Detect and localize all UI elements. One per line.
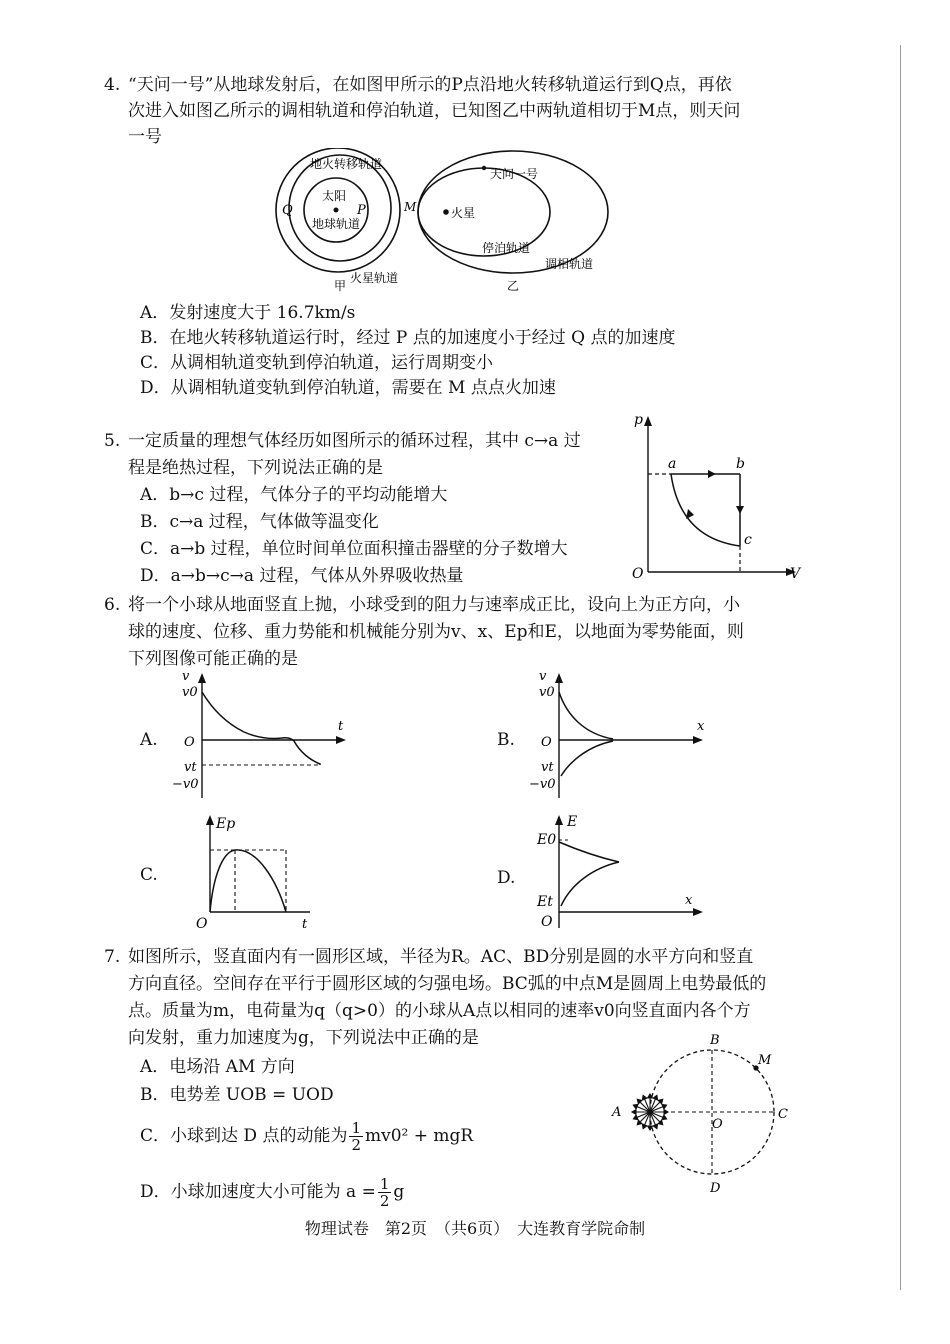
arrow-c-to-a	[686, 509, 694, 519]
graph-b-vt-label: vt	[541, 760, 554, 775]
graph-d-et-label: Et	[537, 894, 553, 910]
q6-stem-line-1: 将一个小球从地面竖直上抛，小球受到的阻力与速率成正比，设向上为正方向，小	[128, 595, 740, 615]
state-b-label: b	[736, 456, 745, 472]
launch-arrow-head	[648, 1126, 653, 1130]
q5-pv-diagram	[630, 412, 810, 582]
p-axis-label: p	[634, 412, 643, 428]
q5-stem-line-2: 程是绝热过程，下列说法正确的是	[128, 458, 383, 478]
q7-option-a: A．电场沿 AM 方向	[140, 1057, 295, 1077]
q7-circle-diagram	[608, 1030, 808, 1200]
graph-a-option-label: A.	[140, 730, 158, 750]
graph-a-v-t	[170, 668, 360, 803]
graph-a-vt-label: vt	[184, 760, 197, 775]
launch-arrow-head	[642, 1124, 647, 1129]
graph-d-y-label: E	[567, 814, 578, 830]
q7-number: 7.	[104, 947, 121, 967]
graph-d-upward-curve	[559, 842, 619, 862]
frac-denominator: 2	[379, 1192, 390, 1210]
parking-orbit-label: 停泊轨道	[482, 241, 531, 255]
transfer-orbit-label: 地火转移轨道	[310, 157, 383, 171]
q7-option-c-prefix: C．小球到达 D 点的动能为	[140, 1126, 348, 1146]
mars-dot	[443, 209, 449, 215]
q7-option-b: B．电势差 UOB = UOD	[140, 1085, 334, 1105]
graph-b-x-label: x	[697, 719, 705, 734]
graph-a-x-label: t	[338, 719, 344, 734]
v-axis-label: V	[790, 566, 801, 582]
graph-c-origin-label: O	[196, 916, 208, 932]
graph-b-option-label: B.	[497, 730, 515, 750]
graph-d-option-label: D.	[497, 868, 516, 888]
q4-option-c: C．从调相轨道变轨到停泊轨道，运行周期变小	[140, 353, 494, 373]
point-c-label: C	[778, 1107, 788, 1122]
graph-c-y-label: Ep	[216, 816, 236, 832]
q5-option-a: A．b→c 过程，气体分子的平均动能增大	[140, 485, 448, 505]
q7-option-d-tail: g	[393, 1182, 405, 1202]
frac-numerator: 1	[351, 1119, 361, 1137]
point-m-label: M	[404, 200, 417, 214]
graph-a-velocity-curve	[202, 692, 320, 765]
launch-arrow-head	[653, 1095, 658, 1100]
q7-stem-line-1: 如图所示，竖直面内有一圆形区域，半径为R。AC、BD分别是圆的水平方向和竖直	[128, 947, 754, 967]
graph-a-v0-label: v0	[182, 685, 198, 700]
q6-stem-line-3: 下列图像可能正确的是	[128, 649, 298, 669]
state-a-label: a	[668, 456, 677, 472]
arrow-b-to-c	[736, 506, 744, 514]
q4-option-b: B．在地火转移轨道运行时，经过 P 点的加速度小于经过 Q 点的加速度	[140, 328, 676, 348]
graph-c-ep-axis-arrow	[206, 815, 214, 825]
graph-b-neg-v0-label: −v0	[529, 777, 556, 792]
q5-number: 5.	[104, 431, 121, 451]
point-a-label: A	[612, 1105, 622, 1120]
graph-b-origin-label: O	[541, 735, 552, 750]
graph-c-energy-curve	[210, 850, 286, 912]
q4-stem-line-1: “天问一号”从地球发射后，在如图甲所示的P点沿地火转移轨道运行到Q点，再依	[128, 75, 732, 95]
earth-orbit-label: 地球轨道	[312, 217, 361, 231]
frac-denominator: 2	[351, 1136, 361, 1154]
launch-arrow-head	[662, 1104, 667, 1109]
q4-number: 4.	[104, 75, 121, 95]
q4-figure-jia	[276, 148, 400, 293]
launch-arrow-head	[653, 1124, 658, 1129]
state-c-label: c	[744, 532, 752, 548]
sun-label: 太阳	[322, 189, 347, 203]
arrow-a-to-b	[708, 470, 716, 478]
graph-c-x-label: t	[302, 917, 308, 932]
q5-option-b: B．c→a 过程，气体做等温变化	[140, 512, 379, 532]
figure-yi-caption: 乙	[507, 279, 520, 293]
page-footer: 物理试卷 第2页 （共6页） 大连教育学院命制	[304, 1219, 646, 1238]
q7-stem-line-3: 点。质量为m，电荷量为q（q>0）的小球从A点以相同的速率v0向竖直面内各个方	[128, 1001, 751, 1021]
mars-label: 火星	[451, 206, 476, 220]
q5-stem-line-1: 一定质量的理想气体经历如图所示的循环过程，其中 c→a 过	[128, 431, 581, 451]
graph-d-x-axis-arrow	[693, 908, 703, 916]
frac-numerator: 1	[379, 1175, 390, 1193]
process-c-to-a	[671, 474, 740, 546]
q6-number: 6.	[104, 595, 121, 615]
q7-stem-line-2: 方向直径。空间存在平行于圆形区域的匀强电场。BC弧的中点M是圆周上电势最低的	[128, 974, 767, 994]
q6-stem-line-2: 球的速度、位移、重力势能和机械能分别为v、x、Ep和E，以地面为零势能面，则	[128, 622, 744, 642]
graph-a-v-axis-arrow	[198, 673, 206, 683]
figure-jia-caption: 甲	[334, 279, 347, 293]
q7-option-c-tail: mv0² + mgR	[365, 1126, 474, 1146]
point-q-label: Q	[282, 203, 293, 218]
p-axis-arrow	[644, 416, 652, 426]
graph-b-upward-curve	[559, 692, 613, 739]
q7-stem-line-4: 向发射，重力加速度为g，下列说法中正确的是	[128, 1028, 479, 1048]
graph-d-x-label: x	[685, 893, 693, 908]
launch-direction-arrows	[632, 1094, 668, 1130]
q7-option-d	[140, 1176, 404, 1209]
graph-d-e-axis-arrow	[555, 815, 563, 825]
graph-a-origin-label: O	[184, 735, 195, 750]
q4-figure-yi	[403, 151, 608, 293]
launch-arrow-head	[664, 1110, 668, 1115]
graph-a-y-label: v	[182, 669, 190, 684]
point-p-label: P	[357, 203, 366, 218]
q5-option-c: C．a→b 过程，单位时间单位面积撞击器壁的分子数增大	[140, 539, 568, 559]
point-d-label: D	[710, 1181, 721, 1196]
graph-b-v-x	[527, 668, 717, 803]
graph-d-downward-curve	[561, 862, 619, 906]
graph-b-downward-curve	[561, 741, 613, 776]
point-b-label: B	[710, 1033, 720, 1048]
graph-b-v-axis-arrow	[555, 673, 563, 683]
graph-d-e0-label: E0	[537, 832, 557, 848]
graph-c-option-label: C.	[140, 865, 158, 885]
graph-a-t-axis-arrow	[336, 736, 346, 744]
q7-option-d-fraction	[378, 1176, 392, 1209]
launch-arrow-head	[642, 1095, 647, 1100]
graph-d-e-x	[527, 808, 717, 933]
graph-b-x-axis-arrow	[693, 736, 703, 744]
q4-option-d: D．从调相轨道变轨到停泊轨道，需要在 M 点点火加速	[140, 378, 556, 398]
graph-b-v0-label: v0	[539, 685, 555, 700]
center-o-label: O	[712, 1117, 723, 1132]
q5-option-d: D．a→b→c→a 过程，气体从外界吸收热量	[140, 566, 464, 586]
q4-option-a: A．发射速度大于 16.7km/s	[140, 303, 356, 323]
page-margin-rule	[900, 45, 901, 1290]
q7-option-c-fraction	[349, 1120, 363, 1153]
point-m-label: M	[758, 1053, 772, 1068]
launch-arrow-head	[662, 1115, 667, 1120]
origin-label: O	[632, 566, 644, 582]
sun-dot	[334, 208, 339, 213]
graph-b-y-label: v	[539, 669, 547, 684]
launch-arrow-head	[633, 1115, 638, 1120]
launch-arrow-head	[632, 1110, 636, 1115]
probe-dot	[482, 166, 486, 170]
q7-option-c	[140, 1120, 473, 1153]
launch-arrow-head	[648, 1094, 653, 1098]
phasing-orbit-label: 调相轨道	[545, 257, 594, 271]
q4-stem-line-2: 次进入如图乙所示的调相轨道和停泊轨道，已知图乙中两轨道相切于M点，则天问	[128, 101, 741, 121]
graph-d-origin-label: O	[541, 914, 553, 930]
launch-arrow-head	[633, 1104, 638, 1109]
q7-option-d-prefix: D．小球加速度大小可能为 a =	[140, 1182, 376, 1202]
mars-orbit-label: 火星轨道	[350, 271, 399, 285]
probe-label: 天问一号	[490, 167, 539, 181]
graph-c-ep-t	[190, 808, 340, 933]
q4-stem-line-3: 一号	[128, 127, 162, 147]
graph-a-neg-v0-label: −v0	[172, 777, 199, 792]
q4-orbit-figures	[270, 148, 610, 296]
